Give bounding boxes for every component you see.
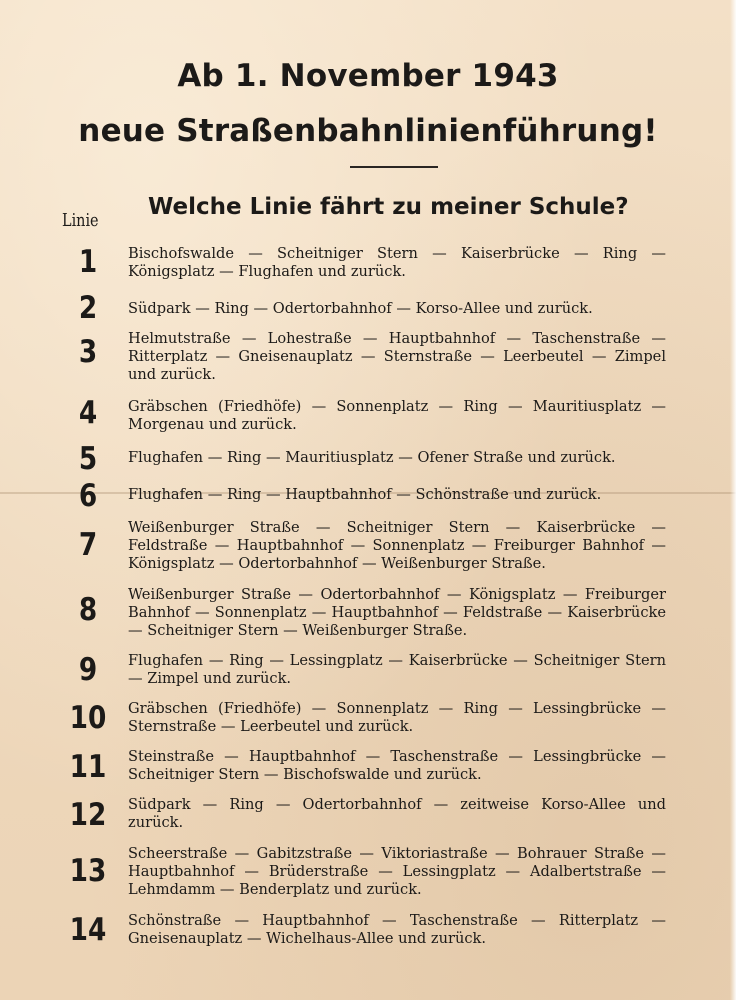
route-stops: Gräbschen (Friedhöfe) — Sonnenplatz — Ring — Lessingbrücke — Sternstraße — Leerbeutel und zurück. xyxy=(128,700,666,735)
paper-edge xyxy=(730,0,736,1000)
route-number: 14 xyxy=(69,912,107,948)
route-number: 8 xyxy=(78,592,98,628)
route-stops: Südpark — Ring — Odertorbahnhof — Korso-Allee und zurück. xyxy=(128,300,593,317)
route-stops: Schönstraße — Hauptbahnhof — Taschenstraße — Ritterplatz — Gneisenauplatz — Wichelhaus-Allee und zurück. xyxy=(128,912,666,947)
route-number: 6 xyxy=(78,478,98,514)
route-stops: Gräbschen (Friedhöfe) — Sonnenplatz — Ring — Mauritiusplatz — Morgenau und zurück. xyxy=(128,398,666,433)
column-label-linie: Linie xyxy=(62,210,99,231)
subtitle: Welche Linie fährt zu meiner Schule? xyxy=(148,194,629,220)
route-number: 7 xyxy=(78,527,98,563)
route-stops: Flughafen — Ring — Hauptbahnhof — Schönstraße und zurück. xyxy=(128,486,602,503)
route-number: 4 xyxy=(78,395,98,431)
route-stops: Südpark — Ring — Odertorbahnhof — zeitweise Korso-Allee und zurück. xyxy=(128,796,666,831)
route-number: 12 xyxy=(69,797,107,833)
route-stops: Flughafen — Ring — Lessingplatz — Kaiserbrücke — Scheitniger Stern — Zimpel und zurück. xyxy=(128,652,666,687)
route-stops: Weißenburger Straße — Odertorbahnhof — Königsplatz — Freiburger Bahnhof — Sonnenplatz — Hauptbahnhof — Feldstraße — Kaiserbrücke — Scheitniger Stern — Weißenburger Straße. xyxy=(128,586,666,639)
route-stops: Weißenburger Straße — Scheitniger Stern — Kaiserbrücke — Feldstraße — Hauptbahnhof — Sonnenplatz — Freiburger Bahnhof — Königsplatz — Odertorbahnhof — Weißenburger Straße. xyxy=(128,519,666,572)
route-number: 10 xyxy=(69,700,107,736)
route-stops: Bischofswalde — Scheitniger Stern — Kaiserbrücke — Ring — Königsplatz — Flughafen und zurück. xyxy=(128,245,666,280)
route-number: 5 xyxy=(78,441,98,477)
route-stops: Steinstraße — Hauptbahnhof — Taschenstraße — Lessingbrücke — Scheitniger Stern — Bischofswalde und zurück. xyxy=(128,748,666,783)
title-line-1: Ab 1. November 1943 xyxy=(177,58,559,94)
route-stops: Flughafen — Ring — Mauritiusplatz — Ofener Straße und zurück. xyxy=(128,449,616,466)
route-number: 2 xyxy=(78,290,98,326)
route-number: 9 xyxy=(78,652,98,688)
route-number: 1 xyxy=(78,244,98,280)
route-stops: Scheerstraße — Gabitzstraße — Viktoriastraße — Bohrauer Straße — Hauptbahnhof — Brüderstraße — Lessingplatz — Adalbertstraße — Lehmdamm — Benderplatz und zurück. xyxy=(128,845,666,898)
title-line-2: neue Straßenbahnlinienführung! xyxy=(78,113,658,149)
route-number: 11 xyxy=(69,749,107,785)
route-number: 13 xyxy=(69,853,107,889)
title-divider xyxy=(350,166,438,168)
route-stops: Helmutstraße — Lohestraße — Hauptbahnhof — Taschenstraße — Ritterplatz — Gneisenauplatz — Sternstraße — Leerbeutel — Zimpel und zurück. xyxy=(128,330,666,383)
route-number: 3 xyxy=(78,334,98,370)
